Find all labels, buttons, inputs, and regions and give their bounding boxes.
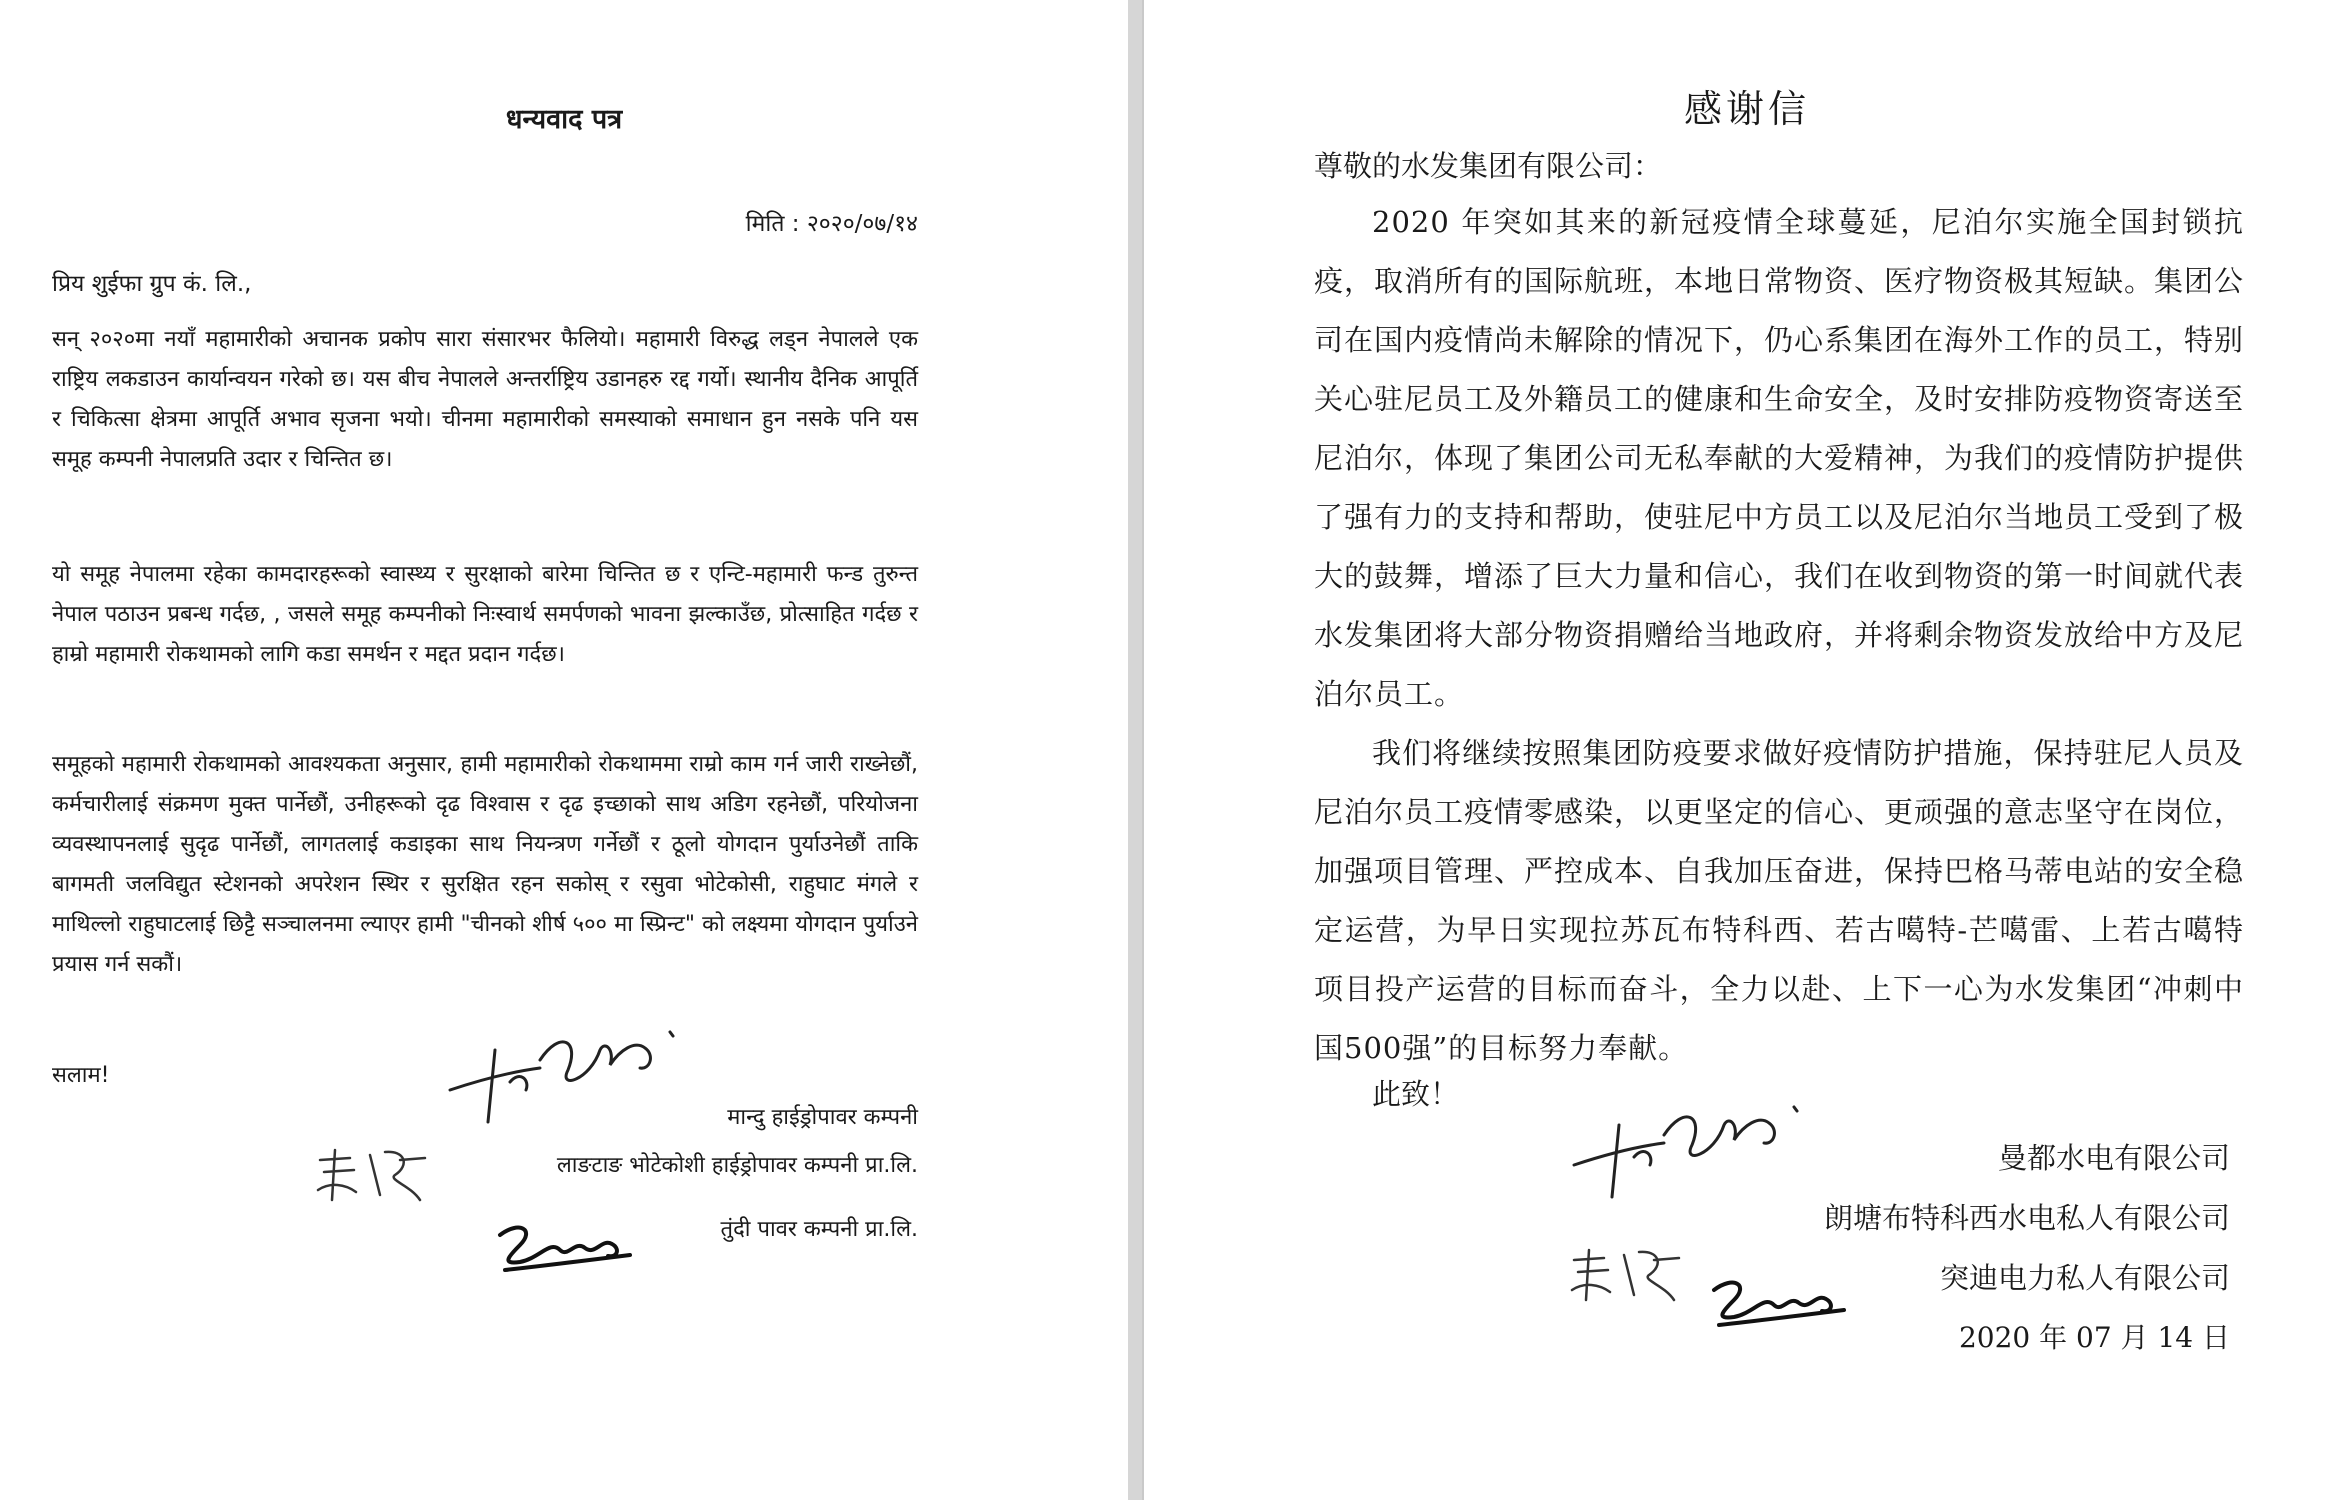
nepali-letter-salutation: प्रिय शुईफा ग्रुप कं. लि., [52, 271, 252, 297]
signature-1-cn [1564, 1085, 1824, 1205]
signature-2 [310, 1140, 440, 1210]
signature-3-cn [1704, 1265, 1854, 1335]
signature-2-cn [1564, 1240, 1694, 1310]
chinese-letter-page [1142, 0, 2350, 1500]
nepali-paragraph-3: समूहको महामारी रोकथामको आवश्यकता अनुसार, हामी महामारीको रोकथाममा राम्रो काम गर्न जारी राख्नेछौं, कर्मचारीलाई संक्रमण मुक्त पार्नेछौं, उनीहरूको दृढ विश्वास र दृढ इच्छाको साथ अडिग रहनेछौं, परियोजना व्यवस्थापनलाई सुदृढ पार्नेछौं, लागतलाई कडाइका साथ नियन्त्रण गर्नेछौं र ठूलो योगदान पुर्याउनेछौं ताकि बागमती जलविद्युत स्टेशनको अपरेशन स्थिर र सुरक्षित रहन सकोस् र रसुवा भोटेकोसी, राहुघाट मंगले र माथिल्लो राहुघाटलाई छिट्टै सञ्चालनमा ल्याएर हामी "चीनको शीर्ष ५०० मा स्प्रिन्ट" को लक्ष्यमा योगदान पुर्याउने प्रयास गर्न सकौं। [52, 752, 918, 977]
nepali-letter-title: धन्यवाद पत्र [505, 104, 623, 135]
nepali-sender-1: मान्दु हाईड्रोपावर कम्पनी [727, 1105, 918, 1130]
chinese-sender-3: 突迪电力私人有限公司 [1939, 1261, 2230, 1295]
nepali-letter-date: मिति : २०२०/०७/१४ [745, 211, 918, 237]
nepali-sender-2: लाङटाङ भोटेकोशी हाईड्रोपावर कम्पनी प्रा.लि. [556, 1153, 918, 1178]
nepali-paragraph-2: यो समूह नेपालमा रहेका कामदारहरूको स्वास्थ्य र सुरक्षाको बारेमा चिन्तित छ र एन्टि-महामारी फन्ड तुरुन्त नेपाल पठाउन प्रबन्ध गर्दछ, , जसले समूह कम्पनीको निःस्वार्थ समर्पणको भावना झल्काउँछ, प्रोत्साहित गर्दछ र हाम्रो महामारी रोकथामको लागि कडा समर्थन र मद्दत प्रदान गर्दछ। [52, 562, 918, 667]
chinese-sender-1: 曼都水电有限公司 [1997, 1141, 2230, 1175]
chinese-letter-title: 感谢信 [1683, 87, 1810, 131]
nepali-letter-page [0, 0, 1128, 1500]
chinese-letter-closing: 此致！ [1372, 1077, 1460, 1111]
nepali-letter-closing: सलाम! [52, 1063, 110, 1088]
signature-3 [490, 1210, 640, 1280]
chinese-letter-date: 2020 年 07 月 14 日 [1958, 1321, 2230, 1354]
chinese-paragraph-1: 2020 年突如其来的新冠疫情全球蔓延，尼泊尔实施全国封锁抗疫，取消所有的国际航班，本地日常物资、医疗物资极其短缺。集团公司在国内疫情尚未解除的情况下，仍心系集团在海外工作的员工，特别关心驻尼员工及外籍员工的健康和生命安全，及时安排防疫物资寄送至尼泊尔，体现了集团公司无私奉献的大爱精神，为我们的疫情防护提供了强有力的支持和帮助，使驻尼中方员工以及尼泊尔当地员工受到了极大的鼓舞，增添了巨大力量和信心，我们在收到物资的第一时间就代表水发集团将大部分物资捐赠给当地政府，并将剩余物资发放给中方及尼泊尔员工。 [1314, 205, 2245, 711]
chinese-sender-2: 朗塘布特科西水电私人有限公司 [1823, 1201, 2230, 1235]
signature-1 [440, 1010, 700, 1130]
chinese-letter-salutation: 尊敬的水发集团有限公司： [1314, 149, 1663, 183]
chinese-paragraph-2: 我们将继续按照集团防疫要求做好疫情防护措施，保持驻尼人员及尼泊尔员工疫情零感染，以更坚定的信心、更顽强的意志坚守在岗位，加强项目管理、严控成本、自我加压奋进，保持巴格马蒂电站的安全稳定运营，为早日实现拉苏瓦布特科西、若古噶特-芒噶雷、上若古噶特项目投产运营的目标而奋斗，全力以赴、上下一心为水发集团“冲刺中国500强”的目标努力奉献。 [1314, 736, 2245, 1065]
nepali-sender-3: तुंदी पावर कम्पनी प्रा.लि. [720, 1217, 918, 1242]
nepali-paragraph-1: सन् २०२०मा नयाँ महामारीको अचानक प्रकोप सारा संसारभर फैलियो। महामारी विरुद्ध लड्न नेपालले एक राष्ट्रिय लकडाउन कार्यान्वयन गरेको छ। यस बीच नेपालले अन्तर्राष्ट्रिय उडानहरु रद्द गर्यो। स्थानीय दैनिक आपूर्ति र चिकित्सा क्षेत्रमा आपूर्ति अभाव सृजना भयो। चीनमा महामारीको समस्याको समाधान हुन नसके पनि यस समूह कम्पनी नेपालप्रति उदार र चिन्तित छ। [52, 327, 918, 472]
